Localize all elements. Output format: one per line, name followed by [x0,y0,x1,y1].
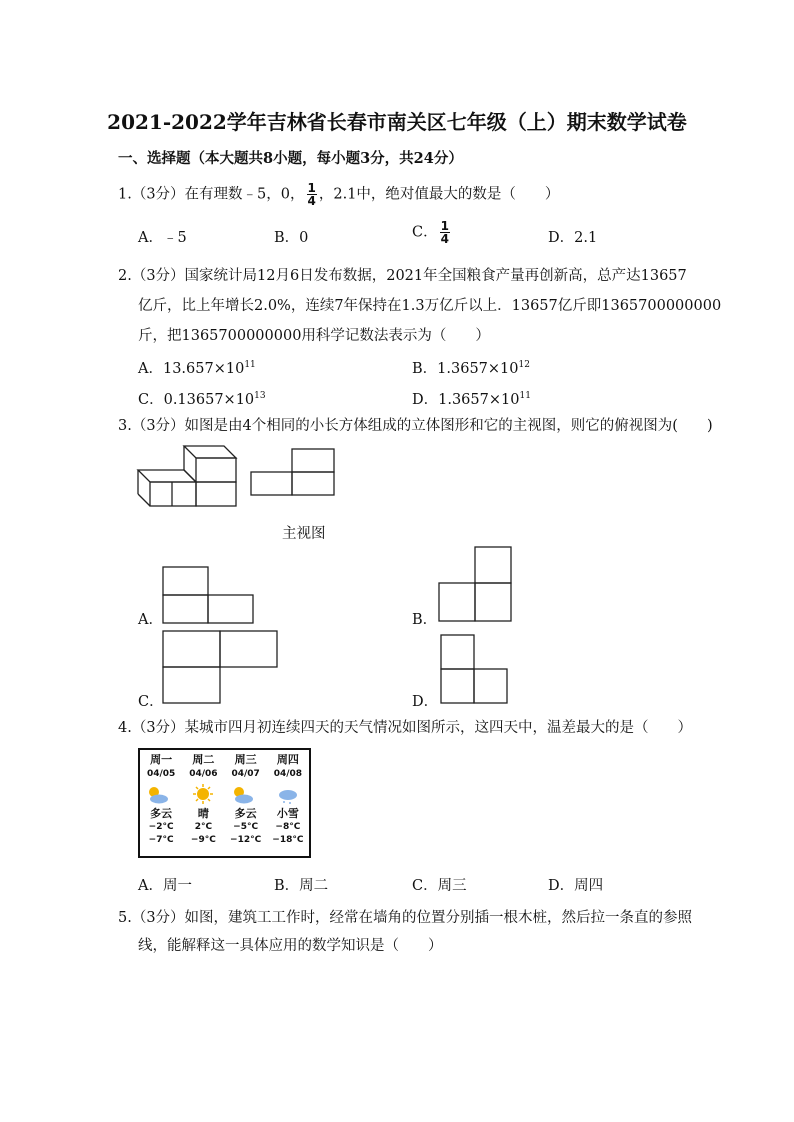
weather-low: −9°C [190,835,216,845]
q2-b-exp: 12 [518,360,530,370]
weather-condition: 小雪 [276,807,299,820]
q2-option-d[interactable] [412,388,531,409]
q3-caption: 主视图 [282,526,326,542]
weather-low: −7°C [148,835,174,845]
section-heading: 一、选择题（本大题共8小题，每小题3分，共24分） [118,150,463,167]
q4-option-c[interactable]: C．周三 [412,878,467,894]
q1-option-d[interactable]: D．2.1 [548,230,598,246]
q3-option-a[interactable]: A． [138,612,163,628]
q1-option-b[interactable]: B．0 [274,230,309,246]
weather-high: −8°C [275,822,301,832]
weather-low: −12°C [230,835,262,845]
partly-cloudy-icon [140,781,182,807]
q1-option-c-fraction [440,220,450,245]
q3-option-b[interactable]: B． [412,612,438,628]
page-title: 2021-2022学年吉林省长春市南关区七年级（上）期末数学试卷 [107,110,687,134]
q2-c-text: C．0.13657×10 [138,392,255,408]
q4-option-d[interactable]: D．周四 [548,878,604,894]
q4-option-a[interactable]: A．周一 [138,878,192,894]
q3-line-1: 3.（3分）如图是由4个相同的小长方体组成的立体图形和它的主视图，则它的俯视图为( ) [118,418,713,434]
q2-c-exp: 13 [254,391,266,401]
q2-line-1: 2.（3分）国家统计局12月6日发布数据，2021年全国粮食产量再创新高，总产达13657 [118,268,687,284]
q3-option-b-figure [438,546,514,626]
q2-d-text: D．1.3657×10 [412,392,520,408]
sun-icon [182,781,224,807]
weather-day-label: 周四 [276,753,299,766]
q1-option-c[interactable] [412,220,452,245]
q1-suffix: ，2.1中，绝对值最大的数是（ ） [318,186,560,203]
q2-a-exp: 11 [244,360,256,370]
q2-option-b[interactable] [412,357,530,378]
q4-option-b[interactable]: B．周二 [274,878,329,894]
weather-condition: 晴 [197,807,209,820]
q1-c-den: 4 [440,232,449,246]
q2-a-text: A．13.657×10 [138,361,245,377]
weather-condition: 多云 [150,807,173,820]
q3-option-c-figure [162,630,280,706]
weather-panel [138,748,311,858]
q2-line-3: 斤，把1365700000000用科学记数法表示为（ ） [138,328,490,344]
snow-cloud-icon [267,781,309,807]
q1-option-a[interactable]: A．﹣5 [138,230,187,246]
q3-option-d[interactable]: D． [412,694,439,710]
q3-option-d-figure [440,634,510,706]
weather-date: 04/06 [189,769,218,779]
q2-b-text: B．1.3657×10 [412,361,519,377]
q1-frac-den: 4 [307,194,316,208]
q1-prefix: 1.（3分）在有理数﹣5，0， [118,186,305,203]
q3-option-a-figure [162,566,256,626]
q2-option-c[interactable] [138,388,266,409]
weather-low: −18°C [272,835,304,845]
q1-frac-num: 1 [307,181,316,195]
weather-day-label: 周三 [234,753,257,766]
q1-c-num: 1 [440,219,449,233]
q1-option-c-label: C． [412,224,438,241]
weather-day-3 [225,753,267,856]
q3-front-view [250,448,336,498]
q2-line-2: 亿斤，比上年增长2.0%，连续7年保持在1.3万亿斤以上．13657亿斤即1365700000000 [138,298,722,314]
weather-day-2 [182,753,224,856]
weather-high: −2°C [148,822,174,832]
q5-line-1: 5.（3分）如图，建筑工工作时，经常在墙角的位置分别插一根木桩，然后拉一条直的参照 [118,910,693,926]
q2-d-exp: 11 [519,391,531,401]
weather-high: 2°C [194,822,213,832]
weather-high: −5°C [233,822,259,832]
weather-day-label: 周一 [150,753,173,766]
q4-line-1: 4.（3分）某城市四月初连续四天的天气情况如图所示，这四天中，温差最大的是（ ） [118,720,693,736]
q1-fraction [307,182,317,207]
q5-line-2: 线，能解释这一具体应用的数学知识是（ ） [138,938,443,954]
weather-day-1 [140,753,182,856]
q2-option-a[interactable] [138,357,256,378]
weather-day-4 [267,753,309,856]
weather-day-label: 周二 [192,753,215,766]
q3-3d-figure [136,440,246,520]
question-1 [118,182,559,207]
partly-cloudy-icon [225,781,267,807]
weather-date: 04/07 [231,769,260,779]
weather-condition: 多云 [234,807,257,820]
weather-date: 04/05 [146,769,176,779]
q3-option-c[interactable]: C． [138,694,164,710]
weather-date: 04/08 [273,769,303,779]
